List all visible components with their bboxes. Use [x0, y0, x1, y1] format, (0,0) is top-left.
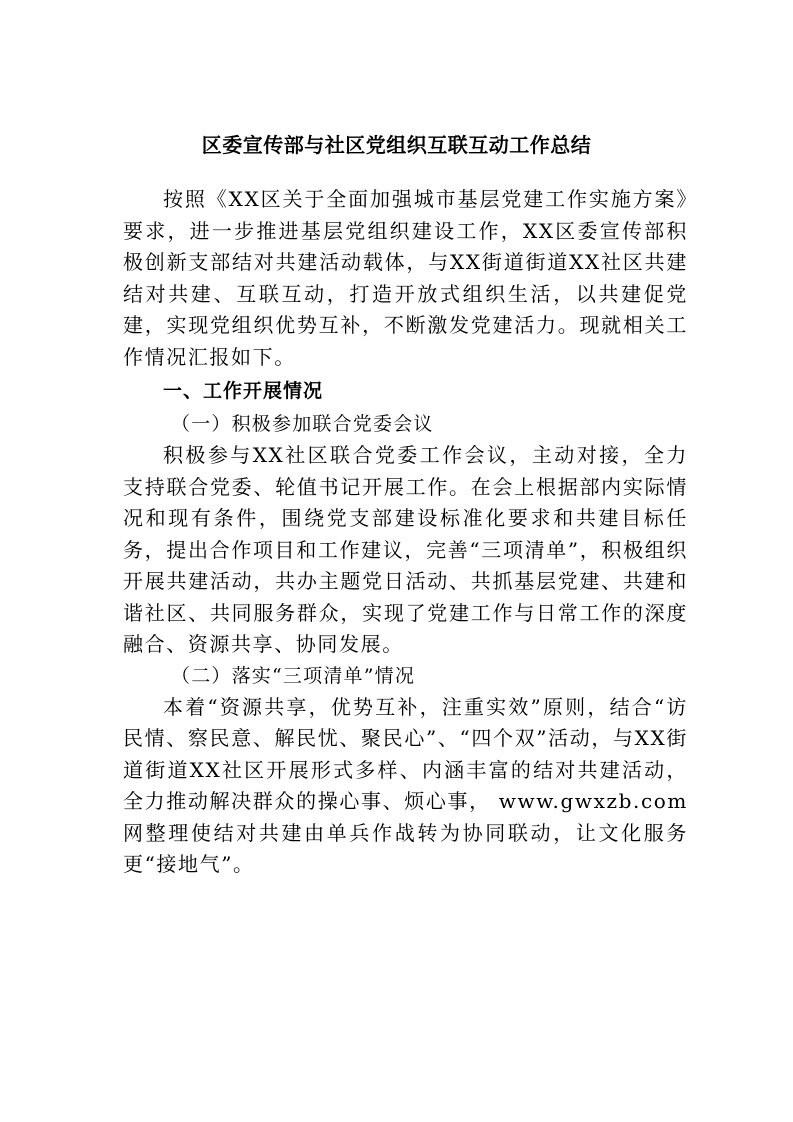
document-title: 区委宣传部与社区党组织互联互动工作总结 [201, 133, 592, 157]
subsection-heading-joint-committee: （一）积极参加联合党委会议 [171, 413, 434, 435]
document-body [123, 184, 688, 881]
subsection-paragraph-three-lists: 本着“资源共享，优势互补，注重实效”原则，结合“访民情、察民意、解民忧、聚民心”、“四个双”活动，与XX街道街道XX社区开展形式多样、内涵丰富的结对共建活动，全力推动解决群众的操心事、烦心事， www.gwxzb.com 网整理使结对共建由单兵作战转为协同联动，让文化服务更“接地气”。 [123, 694, 688, 876]
subsection-paragraph-joint-committee: 积极参与XX社区联合党委工作会议，主动对接，全力支持联合党委、轮值书记开展工作。在会上根据部内实际情况和现有条件，围绕党支部建设标准化要求和共建目标任务，提出合作项目和工作建议，完善“三项清单”，积极组织开展共建活动，共办主题党日活动、共抓基层党建、共建和谐社区、共同服务群众，实现了党建工作与日常工作的深度融合、资源共享、协同发展。 [123, 443, 688, 656]
subsection-heading-three-lists: （二）落实“三项清单”情况 [171, 664, 416, 687]
intro-paragraph: 按照《XX区关于全面加强城市基层党建工作实施方案》要求，进一步推进基层党组织建设工作，XX区委宣传部积极创新支部结对共建活动载体，与XX街道街道XX社区共建结对共建、互联互动，打造开放式组织生活，以共建促党建，实现党组织优势互补，不断激发党建活力。现就相关工作情况汇报如下。 [123, 187, 688, 369]
section-heading-work-progress: 一、工作开展情况 [163, 380, 324, 402]
